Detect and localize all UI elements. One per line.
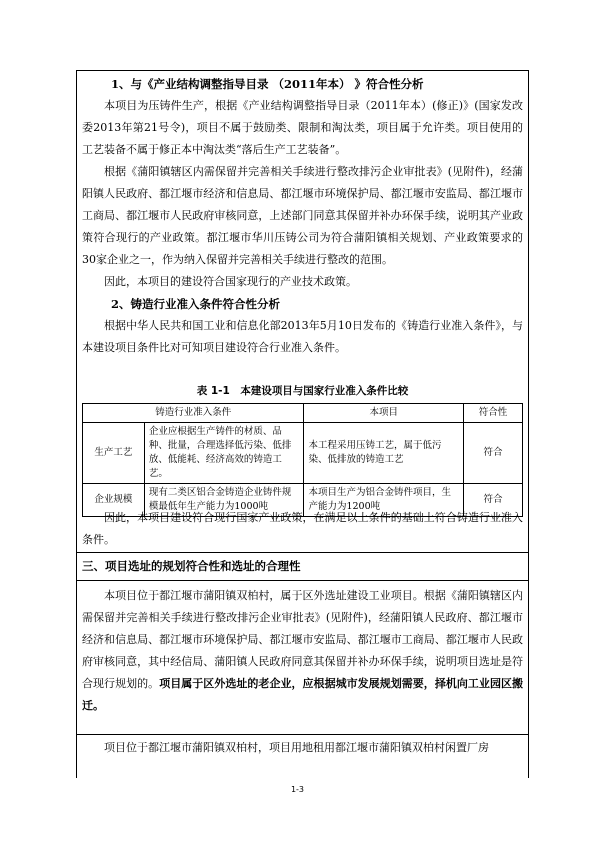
table-cell-condition: 企业应根据生产铸件的材质、品种、批量，合理选择低污染、低排放、低能耗、经济高效的铸造工艺。 (144, 423, 304, 484)
section-3-heading: 三、项目选址的规划符合性和选址的合理性 (82, 559, 301, 573)
section-1-paragraph-1: 本项目为压铸件生产，根据《产业结构调整指导目录（2011年本）(修正)》(国家发改委2013年第21号令)，项目不属于鼓励类、限制和淘汰类，项目属于允许类。项目使用的工艺装备不属于修正本中淘汰类“落后生产工艺装备”。 (82, 99, 523, 156)
table-cell-result: 符合 (464, 423, 523, 484)
section-3-paragraph-2: 项目位于都江堰市蒲阳镇双柏村，项目用地租用都江堰市蒲阳镇双柏村闲置厂房 (104, 741, 489, 754)
table-header-project: 本项目 (304, 404, 464, 423)
table-caption: 表 1-1 本建设项目与国家行业准入条件比较 (196, 385, 409, 397)
section-1-paragraph-2: 根据《蒲阳镇辖区内需保留并完善相关手续进行整改排污企业审批表》(见附件)，经蒲阳镇人民政府、都江堰市经济和信息局、都江堰市环境保护局、都江堰市安监局、都江堰市工商局、都江堰市人民政府审核同意，上述部门同意其保留并补办环保手续，说明其产业政策符合现行的产业政策。都江堰市华川压铸公司为符合蒲阳镇相关规划、产业政策要求的30家企业之一，作为纳入保留并完善相关手续进行整改的范围。 (82, 165, 523, 266)
section-1-heading: 1、与《产业结构调整指导目录 （2011年本） 》符合性分析 (111, 77, 424, 91)
section-divider (77, 580, 528, 581)
section-3-paragraph-1-bold: 项目属于区外选址的老企业，应根据城市发展规划需要，择机向工业园区搬迁。 (82, 677, 524, 712)
comparison-table (82, 403, 523, 517)
document-frame (76, 70, 529, 778)
table-cell-category: 企业规模 (83, 484, 145, 517)
table-header-result: 符合性 (464, 404, 523, 423)
section-divider (77, 734, 528, 735)
table-cell-category: 生产工艺 (83, 423, 145, 484)
page-number: 1-3 (290, 785, 305, 794)
table-cell-result: 符合 (464, 484, 523, 517)
section-2-paragraph-2: 因此，本项目建设符合现行国家产业政策，在满足以上条件的基础上符合铸造行业准入条件。 (82, 511, 523, 546)
table-header-condition: 铸造行业准入条件 (83, 404, 304, 423)
section-3-paragraph-1 (82, 585, 523, 717)
section-1-paragraph-3: 因此，本项目的建设符合国家现行的产业技术政策。 (104, 275, 357, 288)
table-cell-project: 本工程采用压铸工艺，属于低污染、低排放的铸造工艺 (304, 423, 464, 484)
table-header-row (83, 404, 523, 423)
section-2-paragraph-1: 根据中华人民共和国工业和信息化部2013年5月10日发布的《铸造行业准入条件》，与本建设项目条件比对可知项目建设符合行业准入条件。 (82, 319, 523, 354)
section-divider (77, 552, 528, 553)
table-row (83, 423, 523, 484)
section-2-heading: 2、铸造行业准入条件符合性分析 (111, 297, 280, 311)
table-cell-project: 本项目生产为铝合金铸件项目，生产能力为1200吨 (304, 484, 464, 517)
section-3-paragraph-1-text: 本项目位于都江堰市蒲阳镇双柏村，属于区外选址建设工业项目。根据《蒲阳镇辖区内需保留并完善相关手续进行整改排污企业审批表》(见附件)，经蒲阳镇人民政府、都江堰市经济和信息局、都江堰市环境保护局、都江堰市安监局、都江堰市工商局、都江堰市人民政府审核同意，其中经信局、蒲阳镇人民政府同意其保留并补办环保手续，说明项目选址是符合现行规划的。 (82, 589, 523, 690)
table-cell-condition: 现有二类区铝合金铸造企业铸件规模最低年生产能力为1000吨 (144, 484, 304, 517)
